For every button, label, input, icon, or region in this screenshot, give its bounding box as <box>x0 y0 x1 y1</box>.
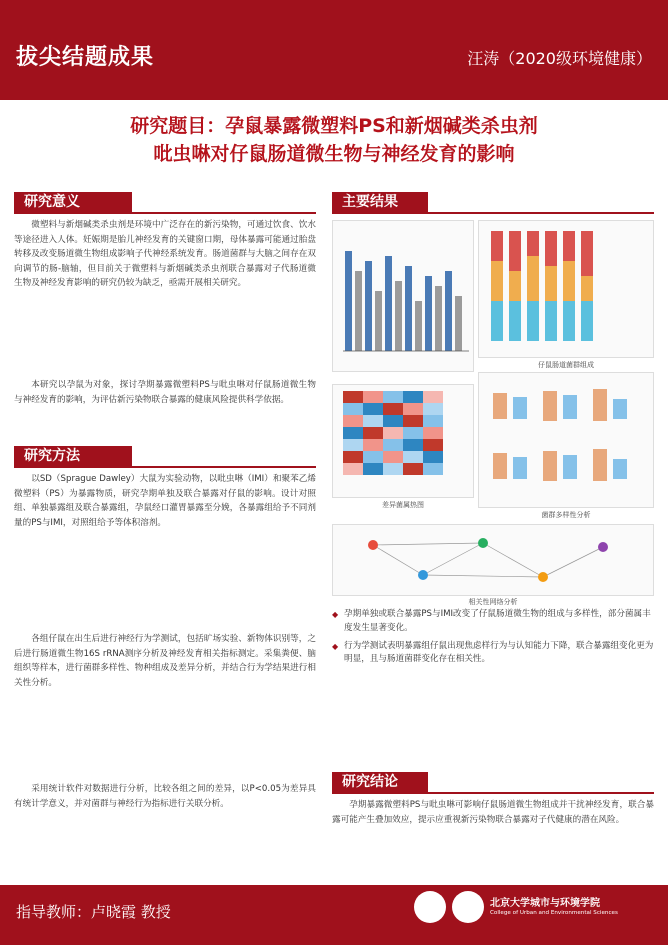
significance-paragraph-2: 本研究以孕鼠为对象，探讨孕期暴露微塑料PS与吡虫啉对仔鼠肠道微生物与神经发育的影响，为评估新污染物联合暴露的健康风险提供科学依据。 <box>14 380 316 405</box>
boxplot-boxes <box>493 389 627 481</box>
methods-paragraph-1: 以SD（Sprague Dawley）大鼠为实验动物，以吡虫啉（IMI）和聚苯乙烯微塑料（PS）为暴露物质，研究孕期单独及联合暴露对仔鼠的影响。设计对照组、单独暴露组及联合暴露组，孕鼠经口灌胃暴露至分娩，各暴露组给予不同剂量的PS与IMI，对照组给予等体积溶剂。 <box>14 474 316 528</box>
heatmap-cells <box>343 391 443 475</box>
methods-underline <box>14 466 316 468</box>
research-title-line2: 吡虫啉对仔鼠肠道微生物与神经发育的影响 <box>153 143 515 165</box>
author-name: 汪涛（2020级环境健康） <box>467 49 652 68</box>
header-bar <box>0 0 668 100</box>
network-panel <box>332 524 654 596</box>
research-title-line1: 研究题目：孕鼠暴露微塑料PS和新烟碱类杀虫剂 <box>130 115 538 137</box>
results-bullets <box>332 608 654 671</box>
stacked-bars <box>491 231 593 341</box>
research-title <box>0 112 668 168</box>
bar-group <box>345 251 462 351</box>
stacked-bar-svg <box>479 221 654 358</box>
significance-heading: 研究意义 <box>14 192 132 212</box>
figure-caption-3: 差异菌属热图 <box>382 501 424 509</box>
advisor-name: 指导教师：卢晓霞 教授 <box>16 903 171 921</box>
stacked-bar-panel <box>478 220 654 358</box>
figure-caption-2: 菌群多样性分析 <box>541 511 591 519</box>
network-svg <box>333 525 654 596</box>
conclusion-paragraph: 孕期暴露微塑料PS与吡虫啉可影响仔鼠肠道微生物组成并干扰神经发育，联合暴露可能产生叠加效应，提示应重视新污染物联合暴露对子代健康的潜在风险。 <box>332 800 654 825</box>
school-name-en: College of Urban and Environmental Sciences <box>490 910 618 916</box>
methods-paragraph-2: 各组仔鼠在出生后进行神经行为学测试，包括旷场实验、新物体识别等，之后进行肠道微生物16S rRNA测序分析及神经发育相关指标测定。采集粪便、脑组织等样本，进行菌群多样性、物种组成及差异分析，并结合行为学结果进行相关性分析。 <box>14 634 316 688</box>
boxplot-panel <box>478 372 654 508</box>
results-heading: 主要结果 <box>332 192 428 212</box>
heatmap-panel <box>332 384 474 498</box>
figure-caption-5: 相关性网络分析 <box>468 598 518 606</box>
results-bullet-1: ◆ 孕期单独或联合暴露PS与IMI改变了仔鼠肠道微生物的组成与多样性，部分菌属丰度发生显著变化。 <box>332 608 654 636</box>
significance-underline <box>14 212 316 214</box>
college-logo-icon <box>452 891 484 923</box>
bar-chart-panel <box>332 220 474 372</box>
significance-paragraph-1: 微塑料与新烟碱类杀虫剂是环境中广泛存在的新污染物，可通过饮食、饮水等途径进入人体。妊娠期是胎儿神经发育的关键窗口期，母体暴露可能通过胎盘转移及改变肠道微生物组成影响子代神经系统发育。肠道菌群与大脑之间存在双向调节的肠-脑轴，但目前关于微塑料与新烟碱类杀虫剂联合暴露对子代肠道微生物及神经发育影响的研究仍较为缺乏，亟需开展相关研究。 <box>14 220 316 289</box>
figure-caption-1: 仔鼠肠道菌群组成 <box>538 361 594 369</box>
conclusion-underline <box>332 792 654 794</box>
methods-heading: 研究方法 <box>14 446 132 466</box>
university-logo-icon <box>414 891 446 923</box>
bar-chart-svg <box>333 221 474 372</box>
heatmap-svg <box>333 385 474 498</box>
footer-bar <box>0 885 668 945</box>
network-edges <box>373 543 603 577</box>
results-underline <box>332 212 654 214</box>
school-name: 北京大学城市与环境学院 <box>490 898 600 909</box>
poster-title: 拔尖结题成果 <box>16 45 155 70</box>
methods-paragraph-3: 采用统计软件对数据进行分析，比较各组之间的差异，以P<0.05为差异具有统计学意义，并对菌群与神经行为指标进行关联分析。 <box>14 784 316 809</box>
conclusion-heading: 研究结论 <box>332 772 428 792</box>
boxplot-svg <box>479 373 654 508</box>
results-bullet-2: ◆ 行为学测试表明暴露组仔鼠出现焦虑样行为与认知能力下降，联合暴露组变化更为明显，且与肠道菌群变化存在相关性。 <box>332 640 654 668</box>
